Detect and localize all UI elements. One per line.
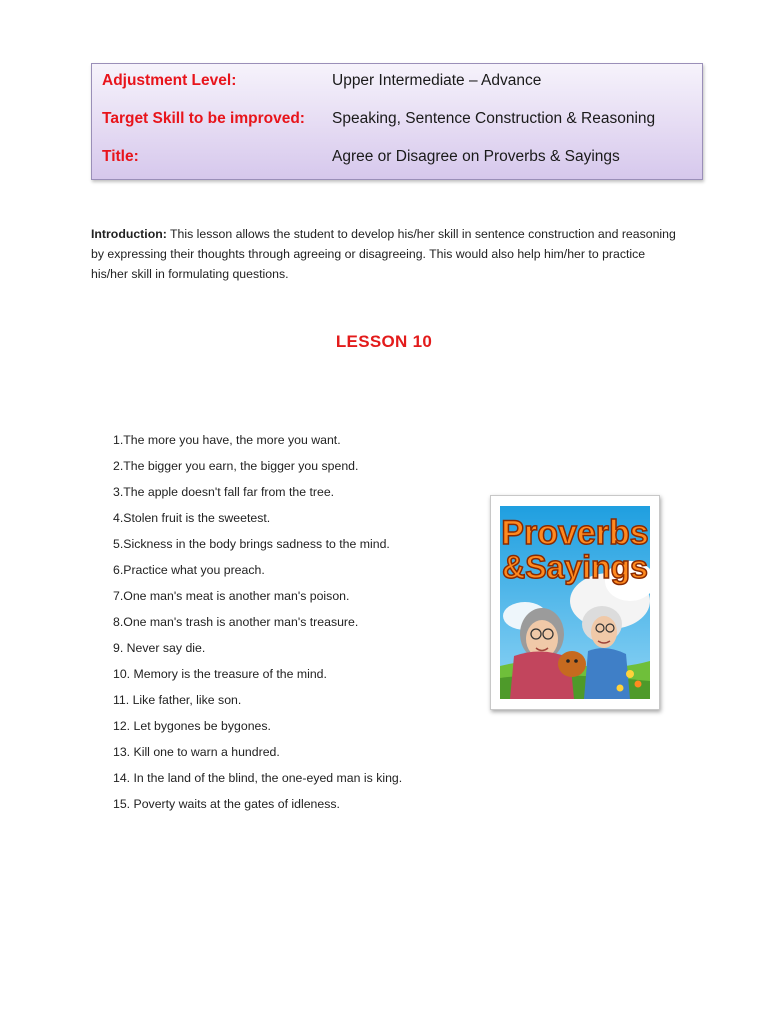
list-item: 4.Stolen fruit is the sweetest.	[113, 511, 271, 525]
list-item: 14. In the land of the blind, the one-eyed man is king.	[113, 771, 403, 785]
lesson-title: LESSON 10	[335, 332, 433, 351]
introduction-paragraph	[91, 224, 681, 284]
introduction-text: This lesson allows the student to develop his/her skill in sentence construction and reasoning by expressing their thoughts through agreeing or disagreeing. This would also help him/her to practice his/her skill in formulating questions.	[91, 227, 676, 281]
cover-title-line2: &Sayings	[502, 549, 648, 585]
title-row	[92, 148, 702, 172]
list-item: 5.Sickness in the body brings sadness to the mind.	[113, 537, 390, 551]
list-item: 10. Memory is the treasure of the mind.	[113, 667, 327, 681]
list-item: 3.The apple doesn't fall far from the tree.	[113, 485, 335, 499]
list-item: 2.The bigger you earn, the bigger you spend.	[113, 459, 359, 473]
list-item: 12. Let bygones be bygones.	[113, 719, 271, 733]
adjustment-level-value: Upper Intermediate – Advance	[332, 72, 542, 89]
introduction-label: Introduction:	[91, 227, 167, 241]
list-item: 7.One man's meat is another man's poison.	[113, 589, 350, 603]
list-item: 15. Poverty waits at the gates of idleness.	[113, 797, 340, 811]
target-skill-label: Target Skill to be improved:	[102, 110, 305, 127]
list-item: 11. Like father, like son.	[113, 693, 242, 707]
lesson-info-box	[91, 63, 703, 180]
book-cover-image	[490, 495, 660, 710]
adjustment-level-label: Adjustment Level:	[102, 72, 237, 89]
list-item: 8.One man's trash is another man's treasure.	[113, 615, 359, 629]
target-skill-value: Speaking, Sentence Construction & Reasoning	[332, 110, 656, 127]
list-item: 6.Practice what you preach.	[113, 563, 265, 577]
target-skill-row	[92, 110, 702, 134]
list-item: 13. Kill one to warn a hundred.	[113, 745, 280, 759]
title-label: Title:	[102, 148, 139, 165]
proverbs-list	[113, 430, 402, 820]
title-value: Agree or Disagree on Proverbs & Sayings	[332, 148, 620, 165]
list-item: 9. Never say die.	[113, 641, 206, 655]
adjustment-level-row	[92, 72, 702, 96]
cover-title-line1: Proverbs	[501, 514, 649, 552]
grandmothers-illustration-icon	[500, 506, 650, 699]
list-item: 1.The more you have, the more you want.	[113, 433, 341, 447]
